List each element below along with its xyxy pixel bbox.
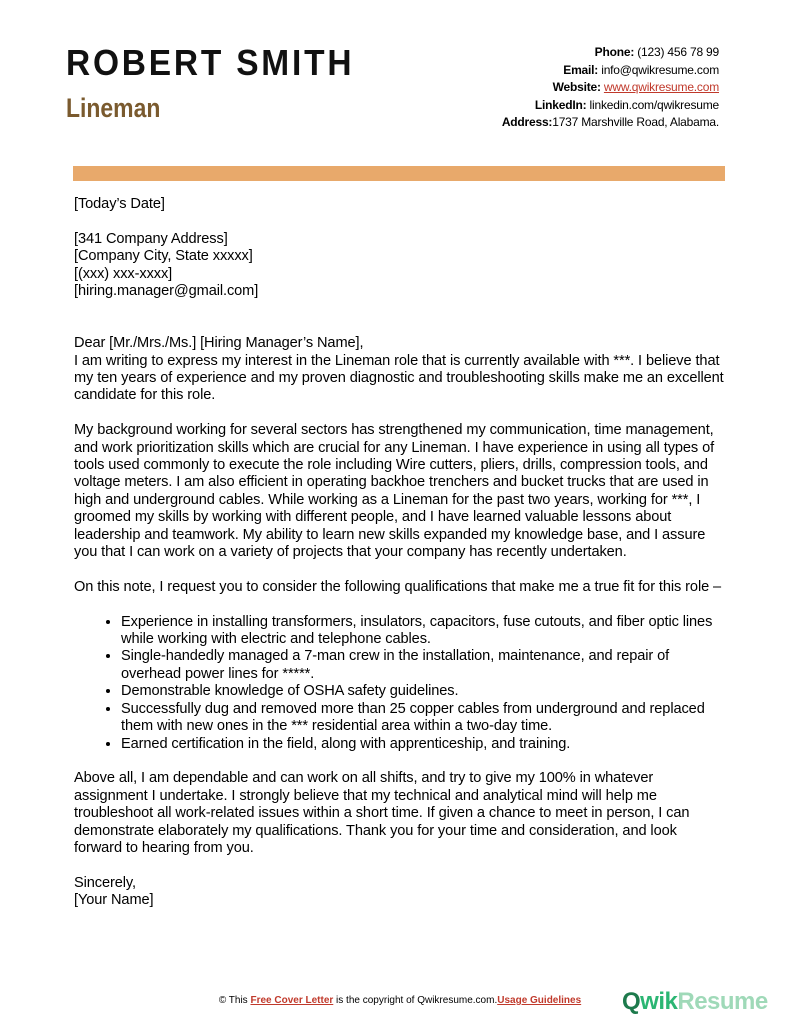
qwikresume-logo: QwikResume — [622, 988, 768, 1015]
applicant-name: ROBERT SMITH — [66, 42, 355, 83]
contact-website: Website: www.qwikresume.com — [552, 80, 719, 95]
letter-body — [74, 196, 728, 910]
accent-divider — [73, 166, 725, 181]
list-item: • Single-handedly managed a 7-man crew in the installation, maintenance, and repair of overhead power lines for *****. — [121, 648, 728, 683]
paragraph-qualifications-intro: On this note, I request you to consider the following qualifications that make me a true fit for this role – — [74, 578, 722, 595]
paragraph-background: My background working for several sectors has strengthened my communication, time management, and work prioritization skills which are crucial for any Lineman. I have experience in using all types of tools used commonly to execute the role including Wire cutters, pliers, drills, compression tools, and voltage meters. I am also efficient in operating backhoe trenchers and bucket trucks that are used in high and underground cables. While working as a Lineman for the past two years, working for ***, I groomed my skills by working with different people, and I have learned valuable lessons about leadership and teamwork. My ability to learn new skills expanded my knowledge base, and I assure you that I can work on a variety of projects that your company has recently undertaken. — [74, 422, 715, 561]
list-item: • Earned certification in the field, along with apprenticeship, and training. — [121, 736, 728, 753]
paragraph-closing: Above all, I am dependable and can work on all shifts, and try to give my 100% in whatever assignment I undertake. I strongly believe that my technical and analytical mind will help me troubleshoot all work-related issues within a short time. If given a chance to meet in person, I can demonstrate elaborately my qualifications. Thank you for your time and consideration, and look forward to hearing from you. — [74, 770, 690, 856]
letter-date: [Today’s Date] — [74, 196, 165, 212]
list-item: • Successfully dug and removed more than 25 copper cables from underground and replaced them with new ones in the *** residential area within a two-day time. — [121, 701, 728, 736]
paragraph-intro: I am writing to express my interest in the Lineman role that is currently available with ***. I believe that my ten years of experience and my proven diagnostic and troubleshooting skills make me an excellent candidate for this role. — [74, 352, 724, 404]
contact-block — [379, 44, 719, 132]
website-link[interactable]: www.qwikresume.com — [603, 80, 719, 95]
company-city-line: [Company City, State xxxxx] — [74, 248, 253, 265]
list-item: • Demonstrable knowledge of OSHA safety guidelines. — [121, 683, 728, 700]
contact-email: Email: info@qwikresume.com — [563, 62, 719, 77]
company-phone-line: [(xxx) xxx-xxxx] — [74, 265, 173, 282]
usage-guidelines-link[interactable]: Usage Guidelines — [497, 995, 582, 1006]
signature: [Your Name] — [74, 892, 154, 909]
copyright-footer: © This Free Cover Letter is the copyright of Qwikresume.com.Usage Guidelines — [218, 995, 582, 1006]
list-item: • Experience in installing transformers, insulators, capacitors, fuse cutouts, and fiber optic lines while working with electric and telephone cables. — [121, 614, 728, 649]
salutation: Dear [Mr./Mrs./Ms.] [Hiring Manager’s Name], — [74, 335, 364, 352]
company-address-line: [341 Company Address] — [74, 230, 228, 247]
contact-linkedin: LinkedIn: linkedin.com/qwikresume — [534, 97, 719, 112]
contact-phone: Phone: (123) 456 78 99 — [594, 45, 719, 59]
company-email-line: [hiring.manager@gmail.com] — [74, 283, 259, 300]
contact-address: Address:1737 Marshville Road, Alabama. — [501, 115, 719, 130]
qualifications-list — [74, 614, 728, 753]
free-cover-letter-link[interactable]: Free Cover Letter — [250, 995, 334, 1006]
job-title: Lineman — [66, 93, 161, 123]
closing: Sincerely, — [74, 874, 136, 891]
